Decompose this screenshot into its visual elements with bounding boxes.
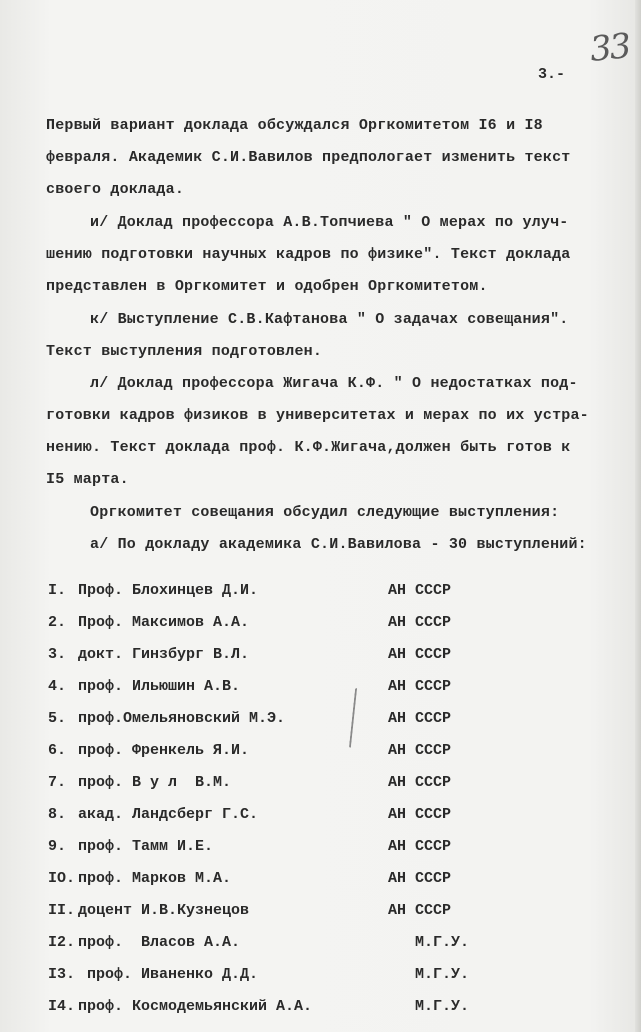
list-item — [48, 710, 608, 734]
text-line: своего доклада. — [46, 181, 185, 198]
item-number: 2. — [48, 614, 67, 631]
speaker-organization: АН СССР — [388, 742, 452, 759]
item-number: 8. — [48, 806, 67, 823]
item-number: I. — [48, 582, 67, 599]
speaker-name: проф.Омельяновский М.Э. — [78, 710, 286, 727]
speaker-organization: АН СССР — [388, 902, 452, 919]
list-item — [48, 806, 608, 830]
list-item — [48, 742, 608, 766]
text-line: февраля. Академик С.И.Вавилов предпологает изменить текст — [46, 149, 571, 166]
item-number: I2. — [48, 934, 76, 951]
speaker-name: проф. Френкель Я.И. — [78, 742, 250, 759]
list-item — [48, 582, 608, 606]
item-number: 9. — [48, 838, 67, 855]
list-item — [48, 614, 608, 638]
list-item — [48, 902, 608, 926]
speaker-name: проф. Тамм И.Е. — [78, 838, 214, 855]
item-number: II. — [48, 902, 76, 919]
text-line: шению подготовки научных кадров по физике". Текст доклада — [46, 246, 571, 263]
speaker-name: проф. Власов А.А. — [78, 934, 241, 951]
speaker-name: проф. Космодемьянский А.А. — [78, 998, 313, 1015]
item-number: 7. — [48, 774, 67, 791]
speaker-organization: АН СССР — [388, 838, 452, 855]
item-number: I4. — [48, 998, 76, 1015]
speaker-organization: АН СССР — [388, 806, 452, 823]
speaker-organization: АН СССР — [388, 582, 452, 599]
speaker-organization: АН СССР — [388, 870, 452, 887]
list-item — [48, 998, 608, 1022]
speaker-organization: АН СССР — [388, 774, 452, 791]
item-number: 6. — [48, 742, 67, 759]
speaker-name: докт. Гинзбург В.Л. — [78, 646, 250, 663]
speaker-organization: АН СССР — [388, 678, 452, 695]
speaker-name: проф. Ильюшин А.В. — [78, 678, 241, 695]
list-item — [48, 838, 608, 862]
item-number: IO. — [48, 870, 76, 887]
text-line: и/ Доклад профессора А.В.Топчиева " О мерах по улуч- — [90, 214, 569, 231]
page-number: 3.- — [538, 66, 566, 83]
speaker-organization: АН СССР — [388, 710, 452, 727]
speaker-organization: АН СССР — [388, 614, 452, 631]
text-line: готовки кадров физиков в университетах и мерах по их устра- — [46, 407, 589, 424]
speaker-name: Проф. Блохинцев Д.И. — [78, 582, 259, 599]
list-item — [48, 870, 608, 894]
item-number: 3. — [48, 646, 67, 663]
list-item — [48, 966, 608, 990]
speaker-name: Проф. Максимов А.А. — [78, 614, 250, 631]
text-line: Первый вариант доклада обсуждался Оргкомитетом I6 и I8 — [46, 117, 543, 134]
list-item — [48, 934, 608, 958]
speaker-name: проф. Иваненко Д.Д. — [78, 966, 259, 983]
text-line: нению. Текст доклада проф. К.Ф.Жигача,должен быть готов к — [46, 439, 571, 456]
speaker-organization: М.Г.У. — [388, 966, 470, 983]
page-edge-shadow — [635, 0, 641, 1032]
speaker-name: проф. В у л В.М. — [78, 774, 232, 791]
item-number: 4. — [48, 678, 67, 695]
speaker-name: проф. Марков М.А. — [78, 870, 232, 887]
speaker-name: доцент И.В.Кузнецов — [78, 902, 250, 919]
text-line: а/ По докладу академика С.И.Вавилова - 30 выступлений: — [90, 536, 587, 553]
speaker-organization: АН СССР — [388, 646, 452, 663]
text-line: представлен в Оргкомитет и одобрен Оргкомитетом. — [46, 278, 488, 295]
speaker-name: акад. Ландсберг Г.С. — [78, 806, 259, 823]
speaker-organization: М.Г.У. — [388, 998, 470, 1015]
text-line: л/ Доклад профессора Жигача К.Ф. " О недостатках под- — [90, 375, 578, 392]
text-line: к/ Выступление С.В.Кафтанова " О задачах совещания". — [90, 311, 569, 328]
item-number: 5. — [48, 710, 67, 727]
list-item — [48, 774, 608, 798]
item-number: I3. — [48, 966, 76, 983]
list-item — [48, 646, 608, 670]
text-line: Текст выступления подготовлен. — [46, 343, 323, 360]
list-item — [48, 678, 608, 702]
text-line: I5 марта. — [46, 471, 129, 488]
text-line: Оргкомитет совещания обсудил следующие выступления: — [90, 504, 560, 521]
speaker-organization: М.Г.У. — [388, 934, 470, 951]
handwritten-page-number: 33 — [588, 26, 632, 70]
